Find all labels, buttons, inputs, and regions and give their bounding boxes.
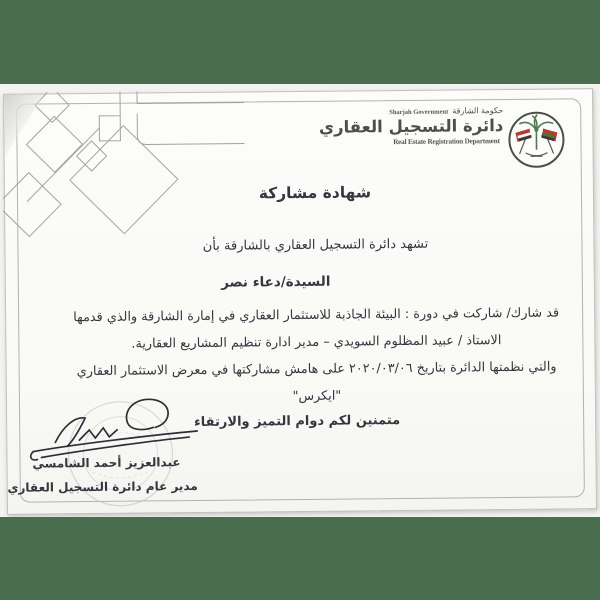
sharjah-emblem-icon [506, 109, 567, 170]
logo-group [318, 106, 504, 147]
certificate-title: شهادة مشاركة [258, 183, 372, 203]
body-line-2: الاستاذ / عبيد المظلوم السويدي – مدير ادارة تنظيم المشاريع العقارية. [131, 333, 502, 352]
logo-dept-ar: دائرة التسجيل العقاري [318, 116, 504, 137]
body-line-4: "ايكرس" [292, 388, 342, 405]
logo-dept-en: Real Estate Registration Department [393, 137, 500, 147]
scan-area [0, 84, 600, 517]
signatory-title: مدير عام دائرة التسجيل العقاري [7, 478, 198, 495]
recipient-line: السيدة/دعاء نصر [221, 273, 331, 291]
corner-pattern-icon [2, 91, 246, 261]
body-line-1: قد شارك/ شاركت في دورة : البيئة الجاذبة للاستثمار العقاري في إمارة الشارقة والذي قدمها [73, 305, 560, 326]
signatory-name: عبدالعزيز أحمد الشامسي [32, 455, 181, 471]
intro-line: تشهد دائرة التسجيل العقاري بالشارقة بأن [202, 236, 429, 254]
closing-line: متمنين لكم دوام التميز والارتقاء [194, 413, 401, 431]
logo-gov-en: Sharjah Government [389, 108, 449, 117]
certificate-paper [3, 88, 597, 515]
body-line-3: والتي نظمتها الدائرة بتاريخ ٢٠٢٠/٠٣/٠٦ على هامش مشاركتها في معرض الاستثمار العقاري [76, 359, 557, 380]
logo-gov-ar: حكومة الشارقة [452, 106, 504, 116]
